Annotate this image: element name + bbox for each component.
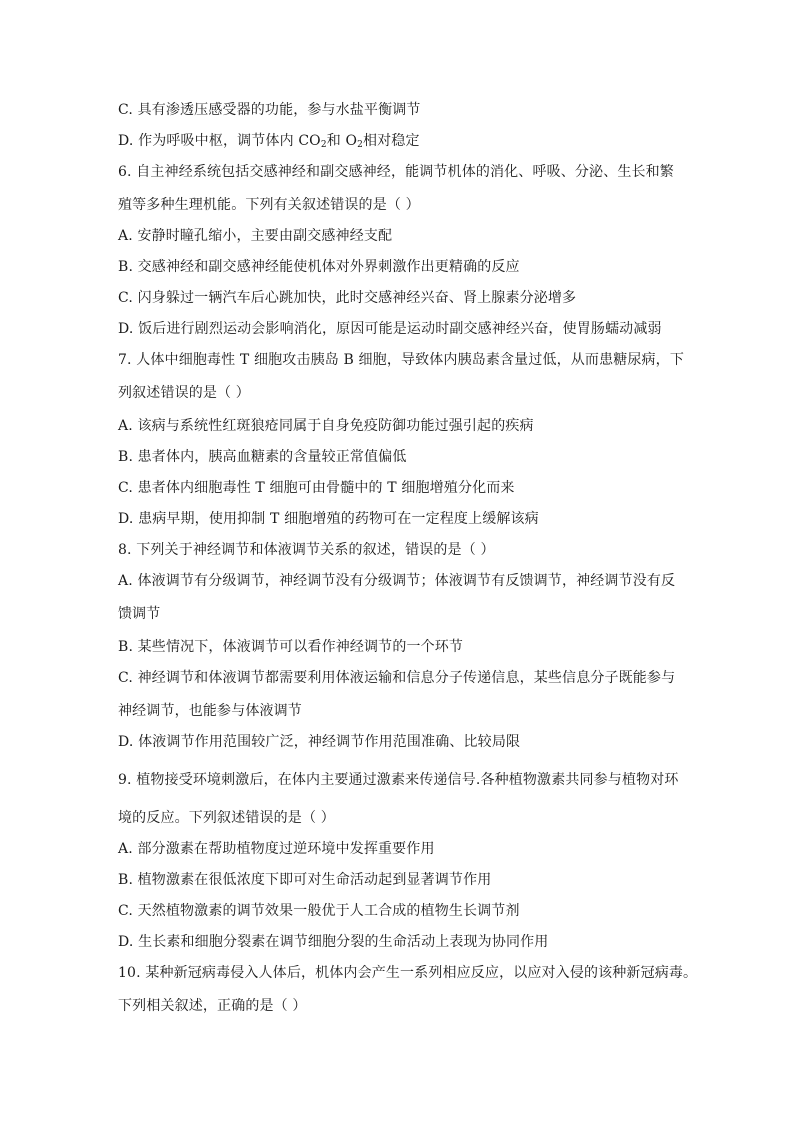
option-8d: D. 体液调节作用范围较广泛，神经调节作用范围准确、比较局限 [118, 734, 521, 750]
option-8c-line-1: C. 神经调节和体液调节都需要利用体液运输和信息分子传递信息，某些信息分子既能参与 [118, 670, 676, 686]
subscript-co2: 2 [320, 140, 327, 150]
question-8-stem: 8. 下列关于神经调节和体液调节关系的叙述，错误的是（ ） [118, 542, 495, 558]
option-9a: A. 部分激素在帮助植物度过逆环境中发挥重要作用 [118, 841, 435, 857]
option-6d: D. 饭后进行剧烈运动会影响消化，原因可能是运动时副交感神经兴奋，使胃肠蠕动减弱 [118, 321, 662, 337]
question-6-stem-line-1: 6. 自主神经系统包括交感神经和副交感神经，能调节机体的消化、呼吸、分泌、生长和繁 [118, 164, 674, 180]
option-9b: B. 植物激素在很低浓度下即可对生命活动起到显著调节作用 [118, 872, 492, 888]
option-6b: B. 交感神经和副交感神经能使机体对外界刺激作出更精确的反应 [118, 259, 520, 275]
exam-page [118, 100, 698, 1016]
question-9-stem-line-2: 境的反应。下列叙述错误的是（ ） [118, 810, 335, 826]
option-5d-text-post: 相对稳定 [363, 133, 420, 149]
option-8a-line-1: A. 体液调节有分级调节，神经调节没有分级调节；体液调节有反馈调节，神经调节没有反 [118, 573, 676, 589]
option-5d-text-pre: D. 作为呼吸中枢，调节体内 CO [118, 133, 321, 149]
option-8c-line-2: 神经调节，也能参与体液调节 [118, 703, 302, 719]
option-7b: B. 患者体内，胰高血糖素的含量较正常值偏低 [118, 449, 407, 465]
option-6c: C. 闪身躲过一辆汽车后心跳加快，此时交感神经兴奋、肾上腺素分泌增多 [118, 290, 577, 306]
question-7-stem-line-2: 列叙述错误的是（ ） [118, 385, 250, 401]
question-10-stem-line-1: 10. 某种新冠病毒侵入人体后，机体内会产生一系列相应反应，以应对入侵的该种新冠病毒。 [118, 965, 698, 981]
option-7c: C. 患者体内细胞毒性 T 细胞可由骨髓中的 T 细胞增殖分化而来 [118, 480, 515, 496]
option-5d [118, 131, 684, 151]
option-7a: A. 该病与系统性红斑狼疮同属于自身免疫防御功能过强引起的疾病 [118, 418, 534, 434]
option-8a-line-2: 馈调节 [118, 606, 161, 622]
question-6-stem-line-2: 殖等多种生理机能。下列有关叙述错误的是（ ） [118, 197, 420, 213]
question-9-stem-line-1: 9. 植物接受环境刺激后，在体内主要通过激素来传递信号.各种植物激素共同参与植物对环 [118, 772, 679, 788]
option-6a: A. 安静时瞳孔缩小，主要由副交感神经支配 [118, 228, 393, 244]
option-5c: C. 具有渗透压感受器的功能，参与水盐平衡调节 [118, 102, 421, 118]
subscript-o2: 2 [357, 140, 363, 150]
question-7-stem-line-1: 7. 人体中细胞毒性 T 细胞攻击胰岛 B 细胞，导致体内胰岛素含量过低，从而患糖尿病，下 [118, 352, 684, 368]
option-9d: D. 生长素和细胞分裂素在调节细胞分裂的生命活动上表现为协同作用 [118, 934, 549, 950]
option-9c: C. 天然植物激素的调节效果一般优于人工合成的植物生长调节剂 [118, 903, 520, 919]
question-10-stem-line-2: 下列相关叙述，正确的是（ ） [118, 998, 307, 1014]
option-7d: D. 患病早期，使用抑制 T 细胞增殖的药物可在一定程度上缓解该病 [118, 511, 539, 527]
option-8b: B. 某些情况下，体液调节可以看作神经调节的一个环节 [118, 639, 464, 655]
option-5d-text-mid: 和 O [326, 133, 358, 149]
